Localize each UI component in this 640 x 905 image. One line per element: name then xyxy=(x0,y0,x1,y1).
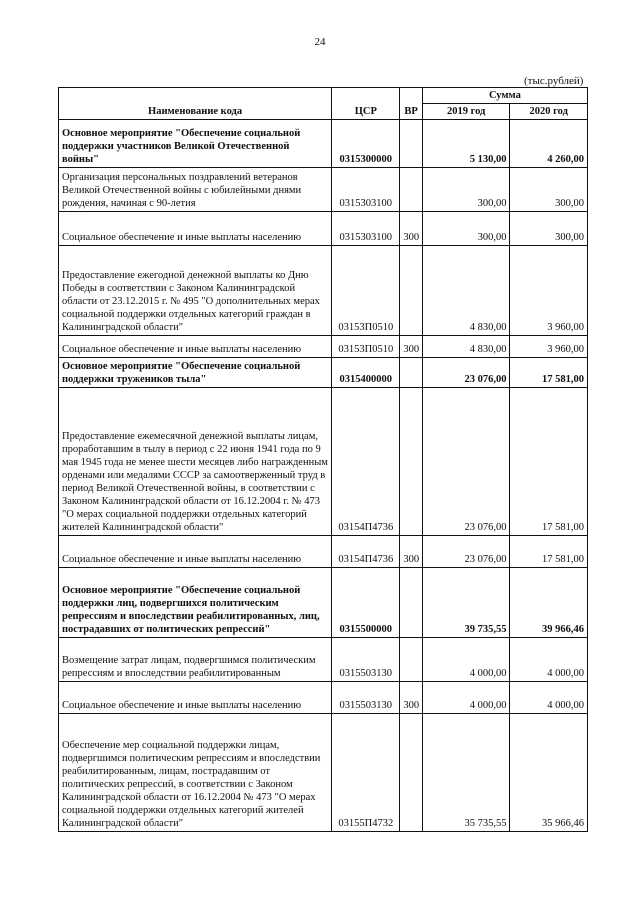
row-csr: 0315500000 xyxy=(332,568,400,638)
row-vr xyxy=(400,120,422,168)
header-name: Наименование кода xyxy=(59,88,332,120)
row-vr xyxy=(400,358,422,388)
table-row xyxy=(59,682,588,714)
row-csr: 0315400000 xyxy=(332,358,400,388)
row-2020: 4 000,00 xyxy=(510,638,588,682)
row-name: Социальное обеспечение и иные выплаты населению xyxy=(59,682,332,714)
row-vr xyxy=(400,714,422,832)
table-row xyxy=(59,246,588,336)
row-2019: 39 735,55 xyxy=(422,568,510,638)
row-vr xyxy=(400,568,422,638)
row-csr: 03155П4732 xyxy=(332,714,400,832)
table-row xyxy=(59,358,588,388)
row-2019: 23 076,00 xyxy=(422,388,510,536)
row-2020: 17 581,00 xyxy=(510,536,588,568)
table-row xyxy=(59,212,588,246)
header-sum: Сумма xyxy=(422,88,587,104)
row-csr: 03154П4736 xyxy=(332,536,400,568)
row-2020: 17 581,00 xyxy=(510,388,588,536)
row-name: Организация персональных поздравлений ветеранов Великой Отечественной войны с юбилейными днями рождения, начиная с 90-летия xyxy=(59,168,332,212)
row-2020: 17 581,00 xyxy=(510,358,588,388)
row-name: Предоставление ежегодной денежной выплаты ко Дню Победы в соответствии с Законом Калининградской области от 23.12.2015 г. № 495 "О дополнительных мерах социальной поддержки отдельных категорий граждан в Калининградской области" xyxy=(59,246,332,336)
row-csr: 03153П0510 xyxy=(332,336,400,358)
row-vr xyxy=(400,638,422,682)
row-csr: 0315503130 xyxy=(332,638,400,682)
row-vr xyxy=(400,168,422,212)
row-csr: 0315303100 xyxy=(332,168,400,212)
row-name: Основное мероприятие "Обеспечение социальной поддержки участников Великой Отечественной войны" xyxy=(59,120,332,168)
header-csr: ЦСР xyxy=(332,88,400,120)
row-csr: 03154П4736 xyxy=(332,388,400,536)
row-2019: 23 076,00 xyxy=(422,358,510,388)
budget-table xyxy=(58,87,588,832)
row-2019: 300,00 xyxy=(422,212,510,246)
row-csr: 0315503130 xyxy=(332,682,400,714)
row-2020: 3 960,00 xyxy=(510,336,588,358)
header-2020: 2020 год xyxy=(510,104,588,120)
row-csr: 0315303100 xyxy=(332,212,400,246)
row-vr: 300 xyxy=(400,336,422,358)
row-2020: 300,00 xyxy=(510,168,588,212)
row-2019: 5 130,00 xyxy=(422,120,510,168)
table-row xyxy=(59,568,588,638)
row-2020: 35 966,46 xyxy=(510,714,588,832)
row-name: Социальное обеспечение и иные выплаты населению xyxy=(59,212,332,246)
table-row xyxy=(59,638,588,682)
row-name: Социальное обеспечение и иные выплаты населению xyxy=(59,336,332,358)
table-row xyxy=(59,120,588,168)
row-2020: 3 960,00 xyxy=(510,246,588,336)
table-row xyxy=(59,536,588,568)
row-csr: 03153П0510 xyxy=(332,246,400,336)
row-2019: 4 000,00 xyxy=(422,682,510,714)
row-2019: 4 000,00 xyxy=(422,638,510,682)
header-2019: 2019 год xyxy=(422,104,510,120)
row-2020: 39 966,46 xyxy=(510,568,588,638)
header-vr: ВР xyxy=(400,88,422,120)
row-vr: 300 xyxy=(400,212,422,246)
row-vr: 300 xyxy=(400,536,422,568)
row-2020: 4 000,00 xyxy=(510,682,588,714)
table-row xyxy=(59,388,588,536)
row-name: Основное мероприятие "Обеспечение социальной поддержки лиц, подвергшихся политическим репрессиям и впоследствии реабилитированных, лиц, пострадавших от политических репрессий" xyxy=(59,568,332,638)
row-csr: 0315300000 xyxy=(332,120,400,168)
row-2019: 4 830,00 xyxy=(422,336,510,358)
row-name: Возмещение затрат лицам, подвергшимся политическим репрессиям и впоследствии реабилитированным xyxy=(59,638,332,682)
row-vr: 300 xyxy=(400,682,422,714)
row-2019: 35 735,55 xyxy=(422,714,510,832)
row-2020: 4 260,00 xyxy=(510,120,588,168)
row-name: Основное мероприятие "Обеспечение социальной поддержки тружеников тыла" xyxy=(59,358,332,388)
page-number: 24 xyxy=(314,36,326,48)
row-vr xyxy=(400,246,422,336)
table-row xyxy=(59,714,588,832)
row-name: Социальное обеспечение и иные выплаты населению xyxy=(59,536,332,568)
row-2019: 4 830,00 xyxy=(422,246,510,336)
row-2020: 300,00 xyxy=(510,212,588,246)
row-vr xyxy=(400,388,422,536)
table-row xyxy=(59,336,588,358)
units-label: (тыс.рублей) xyxy=(524,75,584,87)
row-2019: 23 076,00 xyxy=(422,536,510,568)
row-name: Обеспечение мер социальной поддержки лицам, подвергшимся политическим репрессиям и впоследствии реабилитированным, лицам, пострадавшим от политических репрессий, в соответствии с Законом Калининградской области от 16.12.2004 № 473 "О мерах социальной поддержки отдельных категорий жителей Калининградской области" xyxy=(59,714,332,832)
row-2019: 300,00 xyxy=(422,168,510,212)
row-name: Предоставление ежемесячной денежной выплаты лицам, проработавшим в тылу в период с 22 июня 1941 года по 9 мая 1945 года не менее шести месяцев либо награжденным орденами или медалями СССР за самоотверженный труд в период Великой Отечественной войны, в соответствии с Законом Калининградской области от 16.12.2004 г. № 473 "О мерах социальной поддержки отдельных категорий жителей Калининградской области" xyxy=(59,388,332,536)
table-row xyxy=(59,168,588,212)
